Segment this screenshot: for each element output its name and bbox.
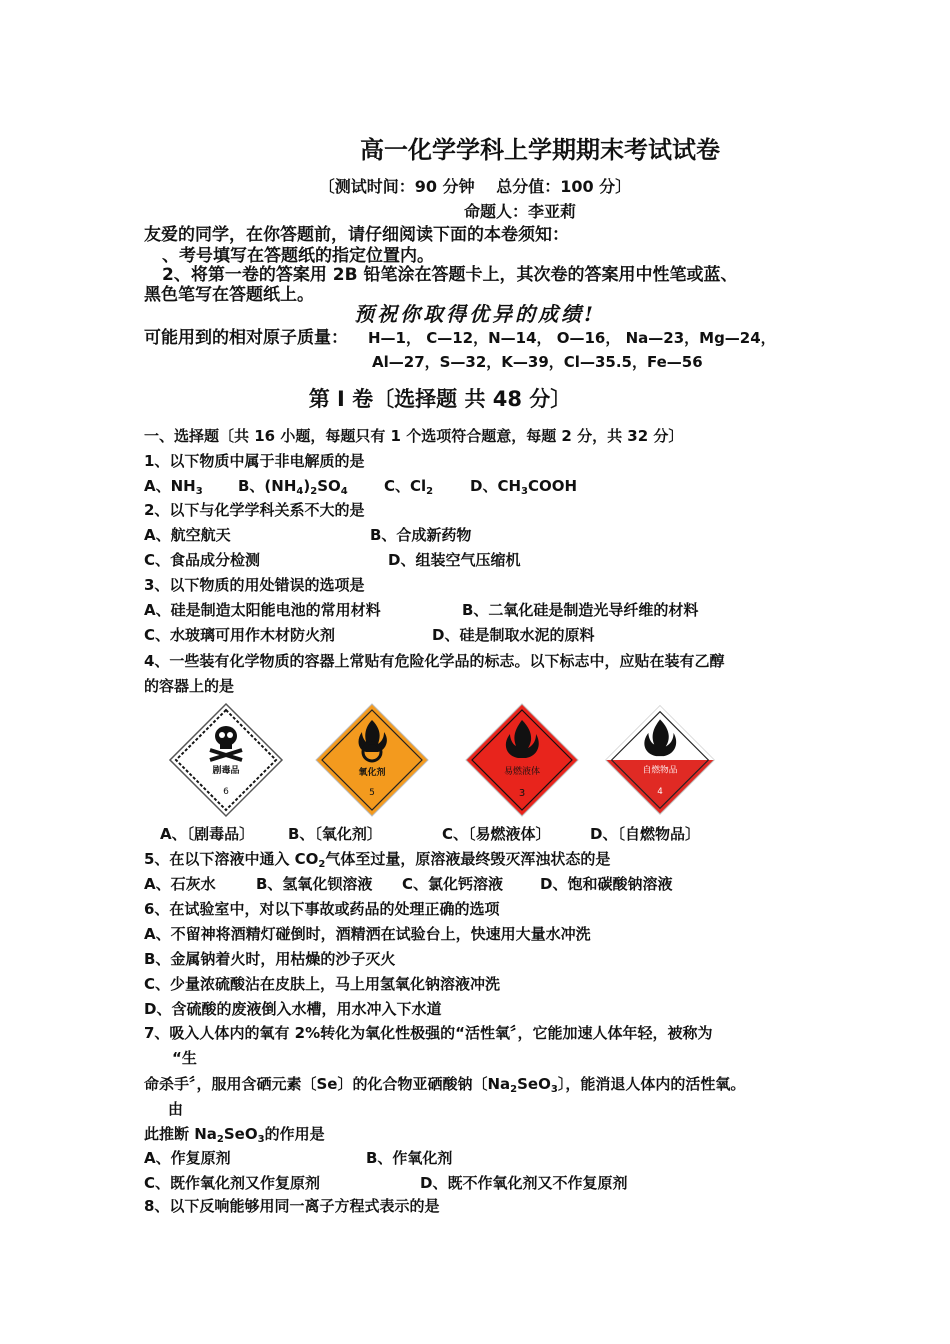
- question-5-option-a: A、石灰水: [144, 875, 216, 893]
- notice-intro: 友爱的同学，在你答题前，请仔细阅读下面的本卷须知：: [144, 225, 569, 245]
- question-4-option-c: C、〔易燃液体〕: [442, 825, 551, 843]
- question-7-option-b: B、作氧化剂: [366, 1149, 453, 1167]
- question-7-line-5: 此推断 $Na_2SeO_3$的作用是: [144, 1125, 325, 1145]
- hazard-sign-toxic-number: 6: [223, 787, 229, 797]
- question-3-option-b: B、二氧化硅是制造光导纤维的材料: [462, 601, 699, 619]
- question-2-option-c: C、食品成分检测: [144, 551, 261, 569]
- exam-author: 命题人：李亚莉: [463, 202, 576, 221]
- atomic-mass-line-2: Al—27，S—32，K—39，Cl—35.5，Fe—56: [372, 353, 703, 371]
- question-7-option-a: A、作复原剂: [144, 1149, 231, 1167]
- question-4-option-d: D、〔自燃物品〕: [590, 825, 700, 843]
- question-7-line-3: 命杀手〞，服用含硒元素〔Se〕的化合物亚硒酸钠〔$Na_2SeO_3$〕，能消退人体内的活性氧。: [144, 1075, 746, 1095]
- hazard-sign-flammable-liquid: [462, 700, 582, 820]
- question-4-stem-1: 4、一些装有化学物质的容器上常贴有危险化学品的标志。以下标志中，应贴在装有乙醇: [144, 652, 725, 670]
- hazard-sign-spontaneous-combustion: [602, 702, 718, 818]
- section-title: 第 I 卷〔选择题 共 48 分〕: [308, 387, 572, 411]
- question-3-option-d: D、硅是制取水泥的原料: [432, 626, 595, 644]
- atomic-mass-line-1: H—1， C—12，N—14， O—16， Na—23，Mg—24，: [368, 329, 776, 347]
- hazard-sign-toxic-label: 剧毒品: [212, 766, 240, 776]
- hazard-sign-oxidizer-number: 5: [369, 788, 375, 798]
- question-6-option-d: D、含硫酸的废液倒入水槽，用水冲入下水道: [144, 1000, 442, 1018]
- question-7-line-1: 7、吸入人体内的氧有 2%转化为氧化性极强的“活性氧〞，它能加速人体年轻，被称为: [144, 1024, 713, 1042]
- page-title: 高一化学学科上学期期末考试试卷: [360, 136, 720, 164]
- question-1-option-d: D、$CH_3COOH$: [470, 477, 578, 497]
- question-7-line-4: 由: [168, 1100, 184, 1118]
- question-1-option-a: A、$NH_3$: [144, 477, 203, 497]
- question-3-option-a: A、硅是制造太阳能电池的常用材料: [144, 601, 381, 619]
- question-5-stem: 5、在以下溶液中通入 $CO_2$气体至过量，原溶液最终毁灭浑浊状态的是: [144, 850, 611, 870]
- question-4-stem-2: 的容器上的是: [144, 677, 235, 695]
- question-3-option-c: C、水玻璃可用作木材防火剂: [144, 626, 336, 644]
- question-2-option-d: D、组装空气压缩机: [388, 551, 521, 569]
- question-3-stem: 3、以下物质的用处错误的选项是: [144, 576, 365, 594]
- hazard-sign-spontaneous-combustion-number: 4: [657, 786, 663, 797]
- question-4-option-a: A、〔剧毒品〕: [160, 825, 255, 843]
- question-1-option-c: C、$Cl_2$: [384, 477, 434, 497]
- hazard-sign-spontaneous-combustion-label: 自燃物品: [642, 765, 678, 776]
- question-4-option-b: B、〔氧化剂〕: [288, 825, 382, 843]
- motto: 预祝你取得优异的成绩!: [354, 302, 596, 326]
- question-7-option-c: C、既作氧化剂又作复原剂: [144, 1174, 321, 1192]
- question-6-option-b: B、金属钠着火时，用枯燥的沙子灭火: [144, 950, 396, 968]
- hazard-sign-flammable-liquid-label: 易燃液体: [503, 767, 541, 777]
- notice-item-1: 、考号填写在答题纸的指定位置内。: [162, 246, 434, 266]
- question-2-stem: 2、以下与化学学科关系不大的是: [144, 501, 365, 519]
- question-5-option-b: B、氢氧化钡溶液: [256, 875, 373, 893]
- hazard-sign-oxidizer-label: 氧化剂: [358, 768, 386, 778]
- question-6-stem: 6、在试验室中，对以下事故或药品的处理正确的选项: [144, 900, 500, 918]
- question-6-option-c: C、少量浓硫酸沾在皮肤上，马上用氢氧化钠溶液冲洗: [144, 975, 501, 993]
- question-2-option-b: B、合成新药物: [370, 526, 472, 544]
- exam-info: 〔测试时间：90 分钟 总分值：100 分〕: [318, 177, 632, 196]
- notice-item-2: 2、将第一卷的答案用 2B 铅笔涂在答题卡上，其次卷的答案用中性笔或蓝、: [162, 265, 738, 285]
- question-5-option-d: D、饱和碳酸钠溶液: [540, 875, 673, 893]
- hazard-sign-toxic: [166, 700, 286, 820]
- question-8-stem: 8、以下反响能够用同一离子方程式表示的是: [144, 1197, 440, 1215]
- atomic-mass-label: 可能用到的相对原子质量：: [144, 328, 348, 348]
- question-7-line-2: “生: [172, 1049, 197, 1067]
- hazard-sign-flammable-liquid-number: 3: [518, 788, 526, 799]
- question-6-option-a: A、不留神将酒精灯碰倒时，酒精洒在试验台上，快速用大量水冲洗: [144, 925, 591, 943]
- question-1-option-b: B、$(NH_4)_2SO_4$: [238, 477, 348, 497]
- notice-item-2-cont: 黑色笔写在答题纸上。: [144, 285, 314, 305]
- question-2-option-a: A、航空航天: [144, 526, 231, 544]
- part1-header: 一、选择题〔共 16 小题，每题只有 1 个选项符合题意，每题 2 分，共 32 分〕: [144, 427, 684, 445]
- question-1-stem: 1、以下物质中属于非电解质的是: [144, 452, 365, 470]
- question-7-option-d: D、既不作氧化剂又不作复原剂: [420, 1174, 628, 1192]
- hazard-sign-oxidizer: [312, 700, 432, 820]
- question-5-option-c: C、氯化钙溶液: [402, 875, 504, 893]
